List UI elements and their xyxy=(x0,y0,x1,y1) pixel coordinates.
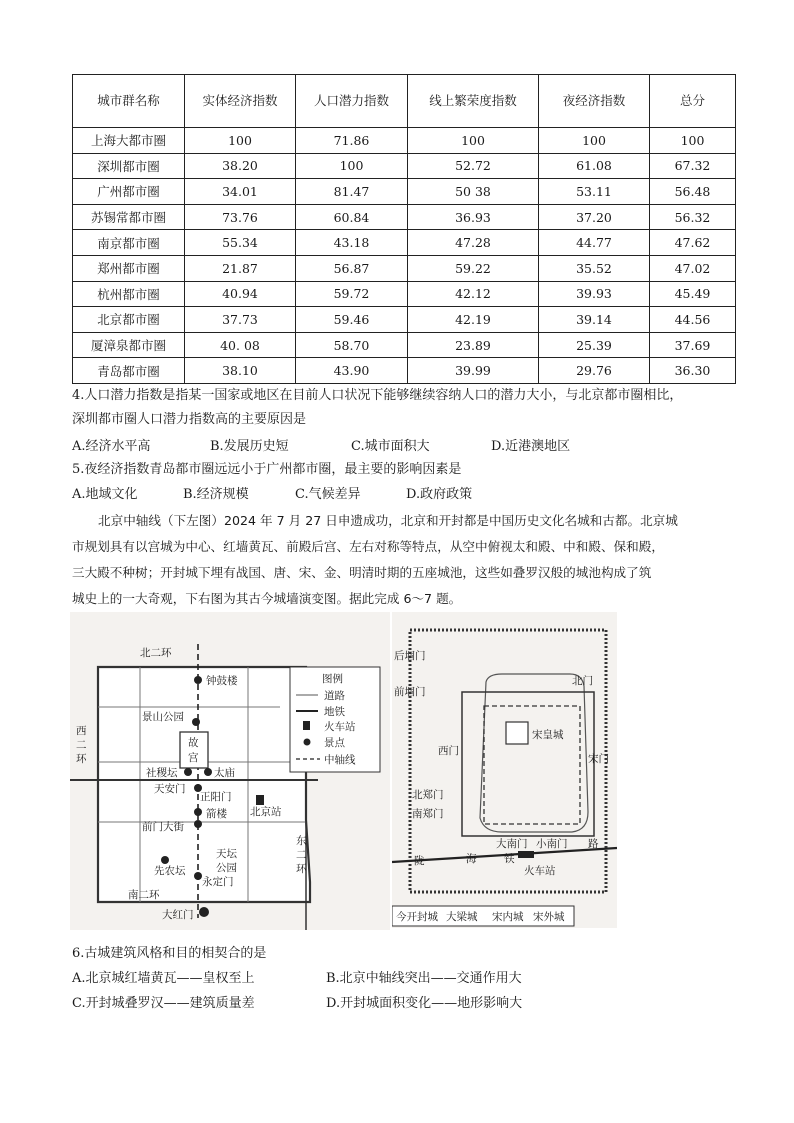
table-cell-value: 47.28 xyxy=(408,230,539,256)
map-label-dahongmen: 大红门 xyxy=(162,909,194,921)
table-row xyxy=(73,204,736,230)
spot-marker xyxy=(192,718,200,726)
map-label-zhonggulou: 钟鼓楼 xyxy=(206,675,238,687)
map-label-tiantan: 公园 xyxy=(216,862,237,874)
song-imperial-city-box xyxy=(506,722,528,744)
table-cell-value: 43.90 xyxy=(296,358,408,384)
table-cell-value: 38.10 xyxy=(185,358,296,384)
spot-marker xyxy=(184,768,192,776)
legend-road: 道路 xyxy=(324,690,345,702)
passage xyxy=(72,508,736,612)
map-label-danamen: 大南门 xyxy=(496,838,528,850)
spot-marker xyxy=(204,768,212,776)
option-c: C.气候差异 xyxy=(295,487,361,502)
table-cell-city: 郑州都市圈 xyxy=(73,255,185,281)
map-label-east-ring: 环 xyxy=(296,863,307,875)
table-cell-value: 56.48 xyxy=(650,179,736,205)
option-c: C.开封城叠罗汉——建筑质量差 xyxy=(72,996,255,1011)
legend-subway: 地铁 xyxy=(324,706,345,718)
table-cell-value: 100 xyxy=(650,128,736,154)
map-label-jingshan: 景山公园 xyxy=(142,711,184,723)
table-header: 城市群名称 xyxy=(73,75,185,128)
map-label-south-ring: 南二环 xyxy=(128,889,160,901)
table-cell-value: 44.77 xyxy=(539,230,650,256)
map-label-beimen: 北门 xyxy=(572,675,593,687)
option-c: C.城市面积大 xyxy=(351,439,430,454)
map-label-yongdingmen: 永定门 xyxy=(202,876,234,888)
table-cell-value: 43.18 xyxy=(296,230,408,256)
table-cell-value: 100 xyxy=(539,128,650,154)
table-cell-value: 59.46 xyxy=(296,307,408,333)
table-row xyxy=(73,281,736,307)
passage-line: 三大殿不种树；开封城下埋有战国、唐、宋、金、明清时期的五座城池，这些如叠罗汉般的城池构成了筑 xyxy=(72,565,652,580)
table-cell-value: 37.73 xyxy=(185,307,296,333)
table-cell-value: 37.69 xyxy=(650,332,736,358)
table-cell-value: 59.72 xyxy=(296,281,408,307)
table-cell-value: 38.20 xyxy=(185,153,296,179)
table-row xyxy=(73,358,736,384)
map-label-gugong: 宫 xyxy=(188,752,199,764)
map-background xyxy=(392,612,617,928)
map-label-west-ring: 西 xyxy=(76,725,87,737)
map-label-huochezhan: 火车站 xyxy=(524,865,556,877)
table-cell-value: 36.93 xyxy=(408,204,539,230)
option-b: B.发展历史短 xyxy=(210,439,289,454)
table-cell-city: 厦漳泉都市圈 xyxy=(73,332,185,358)
option-d: D.开封城面积变化——地形影响大 xyxy=(326,996,523,1011)
table-cell-value: 55.34 xyxy=(185,230,296,256)
table-row xyxy=(73,230,736,256)
option-d: D.近港澳地区 xyxy=(491,439,571,454)
map-label-north-ring: 北二环 xyxy=(140,647,172,659)
map-label-long: 陇 xyxy=(414,855,425,867)
table-row xyxy=(73,179,736,205)
map-label-tiantan: 天坛 xyxy=(216,848,237,860)
question-6-stem: 6.古城建筑风格和目的相契合的是 xyxy=(72,946,267,961)
map-label-lu: 路 xyxy=(588,838,599,850)
table-cell-value: 36.30 xyxy=(650,358,736,384)
map-label-west-ring: 环 xyxy=(76,753,87,765)
legend-daliang: 大梁城 xyxy=(446,911,478,923)
table-cell-city: 北京都市圈 xyxy=(73,307,185,333)
legend-title: 图例 xyxy=(322,673,343,685)
passage-line: 市规划具有以宫城为中心、红墙黄瓦、前殿后宫、左右对称等特点，从空中俯视太和殿、中和殿、保和殿， xyxy=(72,539,664,554)
legend-modern: 今开封城 xyxy=(396,911,438,923)
map-label-nanzhengmen: 南郑门 xyxy=(412,808,444,820)
legend-station-icon xyxy=(303,721,310,730)
question-4-stem: 4.人口潜力指数是指某一国家或地区在目前人口状况下能够继续容纳人口的潜力大小，与北京都市圈相比， xyxy=(72,388,683,403)
table-cell-value: 45.49 xyxy=(650,281,736,307)
option-a: A.北京城红墙黄瓦——皇权至上 xyxy=(72,971,255,986)
beijing-axis-map xyxy=(70,612,390,930)
spot-marker xyxy=(194,676,202,684)
second-ring-road xyxy=(98,667,310,902)
city-index-table xyxy=(72,74,736,384)
table-cell-value: 34.01 xyxy=(185,179,296,205)
table-cell-city: 南京都市圈 xyxy=(73,230,185,256)
map-label-beijing-station: 北京站 xyxy=(250,806,282,818)
map-label-gugong: 故 xyxy=(188,737,199,749)
map-label-xiaonanmen: 小南门 xyxy=(536,838,568,850)
table-cell-value: 52.72 xyxy=(408,153,539,179)
legend-axis: 中轴线 xyxy=(324,754,356,766)
legend-song-outer: 宋外城 xyxy=(533,911,565,923)
table-cell-value: 61.08 xyxy=(539,153,650,179)
table-cell-value: 39.93 xyxy=(539,281,650,307)
legend-spot-icon xyxy=(304,739,311,746)
table-row xyxy=(73,128,736,154)
table-header: 人口潜力指数 xyxy=(296,75,408,128)
table-cell-city: 上海大都市圈 xyxy=(73,128,185,154)
table-cell-city: 青岛都市圈 xyxy=(73,358,185,384)
spot-marker xyxy=(194,820,202,828)
table-row xyxy=(73,307,736,333)
table-cell-value: 40. 08 xyxy=(185,332,296,358)
table-cell-value: 59.22 xyxy=(408,255,539,281)
option-b: B.北京中轴线突出——交通作用大 xyxy=(326,971,522,986)
table-cell-value: 42.19 xyxy=(408,307,539,333)
table-header: 总分 xyxy=(650,75,736,128)
map-label-houchengmen: 后堌门 xyxy=(394,650,426,662)
map-label-tiananmen: 天安门 xyxy=(154,783,186,795)
table-cell-value: 35.52 xyxy=(539,255,650,281)
spot-marker xyxy=(161,856,169,864)
table-row xyxy=(73,255,736,281)
table-cell-value: 81.47 xyxy=(296,179,408,205)
map-label-songhuangcheng: 宋皇城 xyxy=(532,729,564,741)
kaifeng-wall-map xyxy=(392,612,617,928)
spot-marker xyxy=(194,872,202,880)
train-station-icon xyxy=(256,795,264,805)
table-cell-value: 100 xyxy=(408,128,539,154)
table-cell-value: 56.32 xyxy=(650,204,736,230)
map-label-qianchengmen: 前堌门 xyxy=(394,686,426,698)
table-cell-value: 100 xyxy=(185,128,296,154)
table-cell-value: 67.32 xyxy=(650,153,736,179)
table-header: 线上繁荣度指数 xyxy=(408,75,539,128)
spot-marker xyxy=(194,808,202,816)
table-cell-city: 苏锡常都市圈 xyxy=(73,204,185,230)
table-cell-value: 39.14 xyxy=(539,307,650,333)
table-cell-value: 53.11 xyxy=(539,179,650,205)
map-label-zhengyangmen: 正阳门 xyxy=(200,791,232,803)
legend-song-inner: 宋内城 xyxy=(492,911,524,923)
map-label-xiannongtan: 先农坛 xyxy=(154,865,186,877)
map-label-west-ring: 二 xyxy=(76,739,87,751)
table-cell-city: 杭州都市圈 xyxy=(73,281,185,307)
spot-marker xyxy=(199,907,209,917)
train-station-icon xyxy=(518,851,534,858)
map-label-qianmen: 前门大街 xyxy=(142,821,184,833)
map-label-east-ring: 二 xyxy=(296,849,307,861)
table-cell-value: 50 38 xyxy=(408,179,539,205)
table-cell-value: 47.62 xyxy=(650,230,736,256)
table-cell-city: 深圳都市圈 xyxy=(73,153,185,179)
option-b: B.经济规模 xyxy=(183,487,249,502)
option-d: D.政府政策 xyxy=(406,487,473,502)
question-4-stem-cont: 深圳都市圈人口潜力指数高的主要原因是 xyxy=(72,412,307,427)
table-cell-value: 39.99 xyxy=(408,358,539,384)
table-row xyxy=(73,332,736,358)
map-label-jianlou: 箭楼 xyxy=(206,808,227,820)
table-cell-value: 23.89 xyxy=(408,332,539,358)
table-cell-value: 25.39 xyxy=(539,332,650,358)
question-5-stem: 5.夜经济指数青岛都市圈远远小于广州都市圈，最主要的影响因素是 xyxy=(72,462,462,477)
option-a: A.地域文化 xyxy=(72,487,138,502)
table-cell-value: 58.70 xyxy=(296,332,408,358)
table-header: 实体经济指数 xyxy=(185,75,296,128)
table-cell-value: 29.76 xyxy=(539,358,650,384)
passage-line: 北京中轴线（下左图）2024 年 7 月 27 日申遗成功，北京和开封都是中国历史文化名城和古都。北京城 xyxy=(98,513,678,528)
legend-spot: 景点 xyxy=(324,737,345,749)
map-label-ximen: 西门 xyxy=(438,745,459,757)
map-label-east-ring: 东 xyxy=(296,835,307,847)
passage-line: 城史上的一大奇观，下右图为其古今城墙演变图。据此完成 6～7 题。 xyxy=(72,591,462,606)
map-label-shejitan: 社稷坛 xyxy=(146,767,178,779)
table-row xyxy=(73,153,736,179)
map-label-hai: 海 xyxy=(466,853,477,865)
table-cell-value: 40.94 xyxy=(185,281,296,307)
table-cell-city: 广州都市圈 xyxy=(73,179,185,205)
table-cell-value: 37.20 xyxy=(539,204,650,230)
table-cell-value: 44.56 xyxy=(650,307,736,333)
table-cell-value: 21.87 xyxy=(185,255,296,281)
table-header-row xyxy=(73,75,736,128)
legend-station: 火车站 xyxy=(324,721,356,733)
table-cell-value: 71.86 xyxy=(296,128,408,154)
option-a: A.经济水平高 xyxy=(72,439,151,454)
table-cell-value: 56.87 xyxy=(296,255,408,281)
table-cell-value: 73.76 xyxy=(185,204,296,230)
table-header: 夜经济指数 xyxy=(539,75,650,128)
map-label-songmen: 宋门 xyxy=(588,753,609,765)
table-cell-value: 100 xyxy=(296,153,408,179)
map-label-beizhengmen: 北郑门 xyxy=(412,789,444,801)
table-cell-value: 42.12 xyxy=(408,281,539,307)
map-label-taimiao: 太庙 xyxy=(214,767,235,779)
table-cell-value: 47.02 xyxy=(650,255,736,281)
map-label-tie: 铁 xyxy=(504,853,515,865)
table-cell-value: 60.84 xyxy=(296,204,408,230)
